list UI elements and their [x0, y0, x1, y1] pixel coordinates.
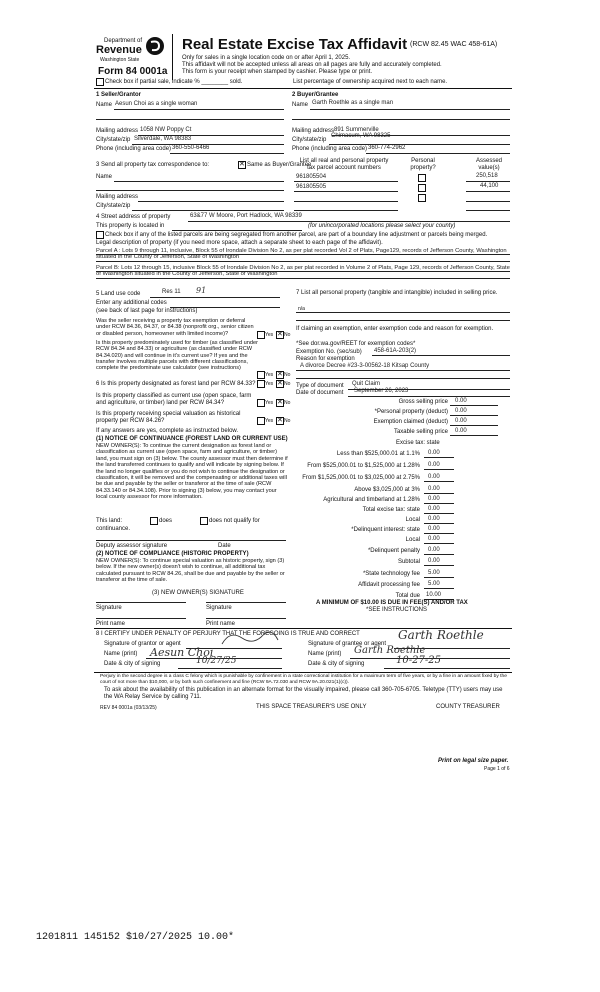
grantor-signature-label: Signature of grantor or agent — [104, 641, 181, 647]
personal-property-checkbox[interactable] — [418, 174, 426, 182]
deputy-signature-line[interactable] — [96, 540, 286, 541]
tier-label: *State technology fee — [362, 571, 420, 577]
personal-property-checkbox[interactable] — [418, 184, 426, 192]
legal-description-a[interactable]: Parcel A : Lots 9 through 11, inclusive, Block 55 of Irondale Division No 2, as per plat recorded Vol 2 of Plats, Page129, records of Jefferson County, Washington situated in the County of Jefferson, State of Washington — [96, 248, 507, 261]
document-date-label: Date of document — [296, 390, 344, 396]
unincorporated-note: (for unincorporated locations please select your county) — [308, 223, 456, 229]
certify-statement: 8 I CERTIFY UNDER PENALTY OF PERJURY THAT THE FOREGOING IS TRUE AND CORRECT — [96, 631, 360, 637]
new-owner-sig-line-1[interactable] — [96, 602, 186, 603]
total-due-value[interactable]: 10.00 — [426, 592, 442, 598]
tier-value[interactable]: 5.00 — [428, 570, 440, 576]
corr-mailing-label: Mailing address — [96, 194, 139, 200]
does-not-label: does not qualify for — [209, 518, 260, 524]
print-name-label: Print name — [206, 621, 236, 627]
grantee-name-field[interactable]: Garth Roethle — [354, 645, 426, 656]
seller-name-label: Name — [96, 102, 113, 108]
tier-label: Total excise tax: state — [362, 507, 420, 513]
tier-label: *Delinquent penalty — [367, 548, 420, 554]
treasurer-use-only: THIS SPACE TREASURER'S USE ONLY — [256, 704, 367, 710]
tax-row-value[interactable]: 0.00 — [455, 418, 467, 424]
print-name-line-2[interactable] — [206, 618, 286, 619]
partial-sale-label: Check box if partial sale, indicate % ________ sold. — [105, 79, 243, 85]
timber-yes-checkbox[interactable] — [257, 371, 265, 379]
ownership-note: List percentage of ownership acquired next to each name. — [293, 79, 448, 85]
yes-label: Yes — [265, 381, 274, 387]
new-owner-sig-line-2[interactable] — [206, 602, 286, 603]
street-label: 4 Street address of property — [96, 214, 171, 220]
yes-label: Yes — [265, 332, 274, 338]
buyer-phone-label: Phone (including area code) — [292, 146, 368, 152]
corr-city-label: City/state/zip — [96, 203, 131, 209]
tier-value[interactable]: 0.00 — [428, 536, 440, 542]
seller-name-field[interactable]: Aesun Choi as a single woman — [115, 101, 198, 107]
no-label: No — [284, 418, 291, 424]
historic-yes-checkbox[interactable] — [257, 417, 265, 425]
this-land-label: This land: — [96, 518, 123, 524]
forest-no-checkbox[interactable]: ✕ — [277, 380, 283, 387]
seller-mailing-field[interactable]: 1058 NW Poppy Ct — [140, 127, 192, 133]
buyer-name-label: Name — [292, 102, 309, 108]
legal-description-b[interactable]: Parcel B: Lots 12 through 15, inclusive Block 55 of Irondale Division No 2, as per plat recorded in Volume 2 of Plats, Page 129, records of Jefferson County, State of Washington situated in the County of Jefferson, State of Washington — [96, 265, 510, 278]
correspondence-heading: 3 Send all property tax correspondence to: — [96, 162, 210, 168]
seller-heading: 1 Seller/Grantor — [96, 92, 142, 98]
seller-phone-label: Phone (including area code) — [96, 146, 172, 152]
personal-header: Personal property? — [410, 158, 436, 171]
tier-label: Total due — [395, 593, 420, 599]
seller-city-field[interactable]: Silverdale, WA 98383 — [134, 136, 192, 142]
print-name-label: Print name — [96, 621, 126, 627]
seller-phone-field[interactable]: 360-550-6466 — [172, 145, 210, 151]
tier-value[interactable]: 0.00 — [428, 496, 440, 502]
tier-label: Subtotal — [397, 559, 420, 565]
document-type-label: Type of document — [296, 383, 344, 389]
forest-yes-checkbox[interactable] — [257, 380, 265, 388]
legal-desc-label: Legal description of property (if you need more space, attach a separate sheet to each page of the affidavit). — [96, 240, 383, 246]
buyer-heading: 2 Buyer/Grantee — [292, 92, 339, 98]
assessed-header: Assessed value(s) — [475, 158, 502, 171]
document-type-field[interactable]: Quit Claim — [352, 381, 381, 387]
tax-row-value[interactable]: 0.00 — [455, 428, 467, 434]
assessed-value[interactable]: 44,100 — [480, 183, 499, 189]
rev-code: REV 84 0001a (03/13/25) — [100, 705, 157, 711]
no-label: No — [284, 400, 291, 406]
yes-label: Yes — [265, 400, 274, 406]
see-back-note: (see back of last page for instructions) — [96, 308, 198, 314]
instruction-3: This form is your receipt when stamped by cashier. Please type or print. — [182, 69, 373, 75]
tax-row-value[interactable]: 0.00 — [455, 408, 467, 414]
header-divider — [172, 34, 173, 80]
tier-label: Above $3,025,000 at 3% — [354, 487, 420, 493]
exemption-no-label: Exemption No. (sec/sub) — [296, 349, 362, 355]
perjury-notice: Perjury in the second degree is a class C felony which is punishable by confinement in a state correctional institution for a maximum term of five years, or by a fine in an amount fixed by the court of not more than $10,000, or by both such confinement and fine (RCW 9A.72.030 and RCW 9A.20.021(1)(c)). — [100, 674, 507, 685]
tier-label: Agricultural and timberland at 1.28% — [323, 497, 420, 503]
open-no-checkbox[interactable]: ✕ — [277, 399, 283, 406]
new-owner-signature-title: (3) NEW OWNER(S) SIGNATURE — [152, 590, 244, 596]
deputy-signature-label: Deputy assessor signature — [96, 543, 168, 549]
forest-question: 6 Is this property designated as forest land per RCW 84.33? — [96, 381, 256, 387]
no-label: No — [284, 381, 291, 387]
same-as-buyer-label: Same as Buyer/Grantee — [247, 162, 312, 168]
located-in-label: This property is located in — [96, 223, 165, 229]
tier-label: From $525,000.01 to $1,525,000 at 1.28% — [307, 463, 420, 469]
header-rule — [94, 88, 512, 89]
tax-row-label: Gross selling price — [398, 399, 448, 405]
tier-label: Less than $525,000.01 at 1.1% — [336, 451, 420, 457]
segregated-checkbox[interactable] — [96, 231, 104, 239]
reason-label: Reason for exemption — [296, 356, 355, 362]
reason-field[interactable]: A divorce Decree #23-3-00562-18 Kitsap County — [300, 363, 430, 369]
grantor-name-field[interactable]: Aesun Choi — [150, 646, 214, 659]
street-field[interactable]: 63&77 W Moore, Port Hadlock, WA 98339 — [190, 213, 302, 219]
same-as-buyer-checkbox[interactable]: ✕ — [239, 161, 245, 168]
deputy-date-label: Date — [218, 543, 231, 549]
grantor-signature-mark — [220, 628, 280, 648]
tier-label: Affidavit processing fee — [358, 582, 420, 588]
tier-value[interactable]: 0.00 — [428, 462, 440, 468]
continuance-label: continuance. — [96, 526, 131, 532]
exemption-url-note: *See dor.wa.gov/REET for exemption codes* — [296, 341, 416, 347]
yes-label: Yes — [265, 418, 274, 424]
does-label: does — [159, 518, 173, 524]
notice2-title: (2) NOTICE OF COMPLIANCE (HISTORIC PROPERTY) — [96, 551, 249, 557]
signature-label: Signature — [96, 605, 122, 611]
recording-stamp: 1201811 145152 $10/27/2025 10.00* — [36, 932, 235, 943]
tax-row-label: Taxable selling price — [393, 429, 448, 435]
yes-label: Yes — [265, 372, 274, 378]
document-date-field[interactable]: September 26, 2023 — [354, 388, 409, 394]
form-statute: (RCW 82.45 WAC 458-61A) — [410, 41, 498, 48]
tier-value[interactable]: 0.00 — [428, 516, 440, 522]
segregated-label: Check box if any of the listed parcels are being segregated from another parcel, are part of a boundary line adjustment or parcels being merged. — [105, 232, 488, 238]
notice1-body: NEW OWNER(S): To continue the current designation as forest land or classification as current use (open space, farm and agriculture, or timber) land, you must sign on (3) below. The county assessor must then determine if the land transferred continues to qualify and will indicate by signing below. If the land no longer qualifies or you do not wish to continue the designation or classification, it will be removed and the compensating or additional taxes will be due and payable by the seller or transferor at the time of sale (RCW 84.33.140 or 84.34.108). Prior to signing (3) below, you may contact your local county assessor for more information. — [96, 443, 288, 501]
timber-no-checkbox[interactable]: ✕ — [277, 371, 283, 378]
tier-value[interactable]: 0.00 — [428, 558, 440, 564]
personal-property-checkbox[interactable] — [418, 194, 426, 202]
additional-codes-label: Enter any additional codes — [96, 300, 167, 306]
exemption-no-field[interactable]: 458-61A-203(2) — [374, 348, 417, 354]
exemption-question: Was the seller receiving a property tax exemption or deferral under RCW 84.36, 84.37, or 84.38 (nonprofit org., senior citizen or disabled person, homeowner with limited income)? — [96, 318, 254, 337]
seller-mailing-label: Mailing address — [96, 128, 139, 134]
corr-name-label: Name — [96, 174, 113, 180]
located-in-field[interactable] — [172, 230, 302, 231]
timber-question: Is this property predominately used for timber (as classified under RCW 84.34 and 84.33) or agriculture (as classified under RCW 84.34.020) and will continue in it's current use? If yes and the transfer involves multiple parcels with different classifications, complete the predominate use calculator (see instructions) — [96, 340, 258, 372]
tier-value[interactable]: 0.00 — [428, 506, 440, 512]
minimum-due-note: A MINIMUM OF $10.00 IS DUE IN FEE(S) AND/OR TAX — [316, 600, 468, 606]
print-name-line-1[interactable] — [96, 618, 186, 619]
tax-row-label: *Personal property (deduct) — [374, 409, 448, 415]
excise-header: Excise tax: state — [396, 440, 440, 446]
buyer-city-label: City/state/zip — [292, 137, 327, 143]
tax-row-label: Exemption claimed (deduct) — [373, 419, 448, 425]
tier-value[interactable]: 0.00 — [428, 474, 440, 480]
county-treasurer-label: COUNTY TREASURER — [436, 704, 500, 710]
grantee-name-label: Name (print) — [308, 651, 342, 657]
dept-line1: Department of — [104, 38, 143, 44]
exemption-yes-checkbox[interactable] — [257, 331, 265, 339]
grantor-date-label: Date & city of signing — [104, 661, 161, 667]
instruction-2: This affidavit will not be accepted unless all areas on all pages are fully and accurately completed. — [182, 62, 442, 68]
grantor-name-label: Name (print) — [104, 651, 138, 657]
see-instructions-note: *SEE INSTRUCTIONS — [366, 607, 428, 613]
personal-property-label: 7 List all personal property (tangible and intangible) included in selling price. — [296, 290, 498, 296]
grantee-signature-label: Signature of grantee or agent — [308, 641, 387, 647]
notice1-title: (1) NOTICE OF CONTINUANCE (FOREST LAND OR CURRENT USE) — [96, 436, 288, 442]
tax-row-value[interactable]: 0.00 — [455, 398, 467, 404]
no-label: No — [284, 372, 291, 378]
buyer-city-field[interactable]: Chimacum, WA 98325 — [331, 133, 391, 139]
tier-label: *Delinquent interest: state — [351, 527, 420, 533]
historic-no-checkbox[interactable]: ✕ — [277, 417, 283, 424]
no-label: No — [284, 332, 291, 338]
land-use-number: 91 — [196, 286, 207, 295]
open-space-question: Is this property classified as current use (open space, farm and agriculture, or timber) land per RCW 84.34? — [96, 393, 252, 406]
grantor-date-field[interactable]: 10/27/25 — [196, 656, 237, 666]
dept-line3: Washington State — [100, 57, 140, 63]
grantee-signature-field[interactable]: Garth Roethle — [398, 628, 484, 642]
buyer-phone-field[interactable]: 360-774-2962 — [368, 145, 406, 151]
parcel-number[interactable]: 961805505 — [296, 184, 327, 190]
grantee-date-label: Date & city of signing — [308, 661, 365, 667]
buyer-mailing-label: Mailing address — [292, 128, 335, 134]
print-legal-note: Print on legal size paper. — [438, 758, 509, 764]
page-number: Page 1 of 6 — [484, 766, 510, 772]
dept-line2: Revenue — [96, 44, 142, 56]
exemption-no-checkbox[interactable]: ✕ — [277, 331, 283, 338]
historic-question: Is this property receiving special valuation as historical property per RCW 84.26? — [96, 411, 241, 424]
buyer-mailing-field[interactable]: 891 Summerville — [334, 127, 379, 133]
claim-exemption-label: If claiming an exemption, enter exemption code and reason for exemption. — [296, 326, 494, 332]
land-use-field[interactable]: Res 11 — [162, 289, 181, 295]
does-qualify-checkbox[interactable] — [150, 517, 158, 525]
open-yes-checkbox[interactable] — [257, 399, 265, 407]
parcel-number[interactable]: 961805504 — [296, 174, 327, 180]
form-number: Form 84 0001a — [98, 66, 168, 77]
alt-format-notice: To ask about the availability of this publication in an alternate format for the visually impaired, please call 360-705-6705. Teletype (TTY) users may use the WA Relay Service by calling 711. — [104, 687, 503, 700]
buyer-name-field[interactable]: Garth Roethle as a single man — [312, 100, 394, 106]
instruction-1: Only for sales in a single location code on or after April 1, 2025. — [182, 55, 351, 61]
footer-rule — [94, 672, 512, 673]
parcel-header: List all real and personal property tax parcel account numbers — [299, 158, 389, 171]
form-title: Real Estate Excise Tax Affidavit — [182, 36, 408, 53]
personal-property-value[interactable]: n/a — [298, 306, 305, 312]
tier-value[interactable]: 0.00 — [428, 547, 440, 553]
tier-value[interactable]: 0.00 — [428, 486, 440, 492]
notice2-body: NEW OWNER(S): To continue special valuation as historic property, sign (3) below. If the new owner(s) doesn't wish to continue, all additional tax calculated pursuant to RCW 84.26, shall be due and payable by the seller or transferor at the time of sale. — [96, 558, 285, 584]
seller-city-label: City/state/zip — [96, 137, 131, 143]
land-use-label: 5 Land use code — [96, 291, 141, 297]
tier-value[interactable]: 0.00 — [428, 450, 440, 456]
grantee-date-field[interactable]: 10-27-25 — [396, 655, 441, 666]
tier-value[interactable]: 5.00 — [428, 581, 440, 587]
tier-label: Local — [405, 517, 420, 523]
signature-label: Signature — [206, 605, 232, 611]
tier-value[interactable]: 0.00 — [428, 526, 440, 532]
tier-label: From $1,525,000.01 to $3,025,000 at 2.75% — [302, 475, 420, 481]
partial-sale-checkbox[interactable] — [96, 78, 104, 86]
tier-label: Local — [405, 537, 420, 543]
if-yes-note: If any answers are yes, complete as instructed below. — [96, 428, 239, 434]
does-not-qualify-checkbox[interactable] — [200, 517, 208, 525]
dor-logo-icon — [145, 36, 165, 56]
assessed-value[interactable]: 250,518 — [476, 173, 498, 179]
